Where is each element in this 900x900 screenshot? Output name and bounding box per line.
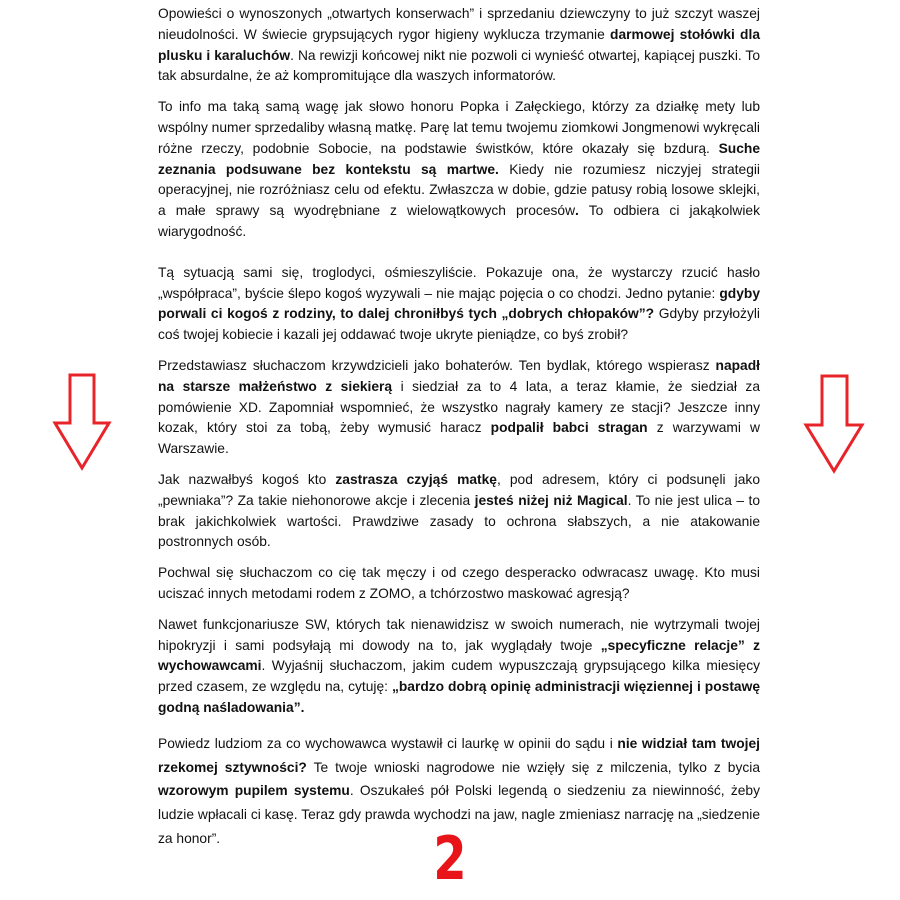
text-run: Nawet funkcjonariusze SW, których tak nienawidzisz w swoich numerach, nie wytrzymali twojej hipokryzji i sami podsyłają mi dowody na to, jak wyglądały twoje: [158, 616, 760, 653]
bold-text: „bardzo dobrą opinię administracji więziennej i postawę godną naśladowania”.: [158, 679, 760, 715]
paragraph-5: [158, 470, 760, 553]
text-run: To odbiera ci jakąkolwiek wiarygodność.: [158, 203, 760, 239]
text-run: , pod adresem, który ci podsunęli jako „pewniaka”? Za takie niehonorowe akcje i zlecenia: [158, 471, 760, 508]
paragraph-2: [158, 97, 760, 243]
paragraph-3: [158, 263, 760, 346]
paragraph-4: [158, 356, 760, 460]
page-number: 2: [433, 824, 467, 894]
text-run: To info ma taką samą wagę jak słowo honoru Popka i Załęckiego, którzy za działkę mety lub wspólny numer sprzedaliby własną matkę. Parę lat temu twojemu ziomkowi Jongmenowi wykręcali różne rzeczy, podobnie Sobocie, na podstawie świstków, które okazały się bzdurą.: [158, 99, 760, 156]
text-run: . To nie jest ulica – to brak jakichkolwiek wartości. Prawdziwe zasady to ochrona słabszych, a nie atakowanie postronnych osób.: [158, 492, 760, 550]
bold-text: wzorowym pupilem systemu: [158, 783, 350, 799]
text-run: Pochwal się słuchaczom co cię tak męczy i od czego desperacko odwracasz uwagę. Kto musi uciszać innych metodami rodem z ZOMO, a tchórzostwo maskować agresją?: [158, 565, 760, 601]
text-run: Powiedz ludziom za co wychowawca wystawił ci laurkę w opinii do sądu i: [158, 735, 618, 751]
paragraph-1: [158, 4, 760, 87]
document-body: [158, 4, 760, 851]
bold-text: zastrasza czyjąś matkę: [335, 471, 497, 487]
text-run: Przedstawiasz słuchaczom krzywdzicieli jako bohaterów. Ten bydlak, którego wspierasz: [158, 357, 716, 373]
text-run: Kiedy nie rozumiesz niczyjej strategii operacyjnej, nie rozróżniasz celu od efektu. Zwłaszcza w dobie, gdzie patusy robią losowe sklejki, a małe sprawy są wyodrębniane z wielowątkowych procesów: [158, 161, 760, 219]
text-run: Tą sytuacją sami się, troglodyci, ośmieszyliście. Pokazuje ona, że wystarczy rzucić hasło „współpraca”, byście ślepo kogoś wyzywali – nie mając pojęcia o co chodzi. Jedno pytanie:: [158, 264, 760, 301]
down-arrow-icon: [52, 373, 112, 471]
bold-text: „specyficzne relacje” z wychowawcami: [158, 637, 760, 674]
text-run: Opowieści o wynoszonych „otwartych konserwach” i sprzedaniu dziewczyny to już szczyt waszej nieudolności. W świecie grypsujących rygor higieny wyklucza trzymanie: [158, 6, 760, 42]
bold-text: darmowej stołówki dla plusku i karaluchów: [158, 26, 760, 63]
down-arrow-icon: [803, 374, 865, 474]
paragraph-7: [158, 615, 760, 719]
bold-text: .: [575, 203, 579, 219]
text-run: Jak nazwałbyś kogoś kto: [158, 471, 336, 487]
text-run: Te twoje wnioski nagrodowe nie wzięły się z milczenia, tylko z bycia: [306, 759, 760, 775]
bold-text: Suche zeznania podsuwane bez kontekstu są martwe.: [158, 140, 760, 177]
paragraph-6: [158, 563, 760, 605]
text-run: Gdyby przyłożyli coś twojej kobiecie i kazali jej oddawać twoje ukryte pieniądze, co byś zrobił?: [158, 306, 760, 343]
bold-text: jesteś niżej niż Magical: [474, 492, 628, 508]
bold-text: podpalił babci stragan: [490, 420, 648, 436]
text-run: . Wyjaśnij słuchaczom, jakim cudem wypuszczają grypsującego kilka miesięcy przed czasem, ze względu na, cytuję:: [158, 658, 760, 695]
text-run: . Oszukałeś pół Polski legendą o siedzeniu za niewinność, żeby ludzie wpłacali ci kasę. Teraz gdy prawda wychodzi na jaw, nagle zmieniasz narrację na „siedzenie za honor”.: [158, 783, 760, 846]
text-run: . Na rewizji końcowej nikt nie pozwoli ci wynieść otwartej, kapiącej puszki. To tak absurdalne, że aż kompromitujące dla waszych informatorów.: [158, 47, 760, 84]
bold-text: gdyby porwali ci kogoś z rodziny, to dalej chroniłbyś tych „dobrych chłopaków”?: [158, 285, 760, 322]
text-run: z warzywami w Warszawie.: [158, 420, 760, 457]
bold-text: nie widział tam twojej rzekomej sztywności?: [158, 735, 760, 775]
text-run: i siedział za to 4 lata, a teraz kłamie, że siedział za pomówienie XD. Zapomniał wspomnieć, że wszystko nagrały kamery ze stacji? Jeszcze inny kozak, który stoi za tobą, żeby wymusić haracz: [158, 378, 760, 436]
bold-text: napadł na starsze małżeństwo z siekierą: [158, 357, 760, 394]
